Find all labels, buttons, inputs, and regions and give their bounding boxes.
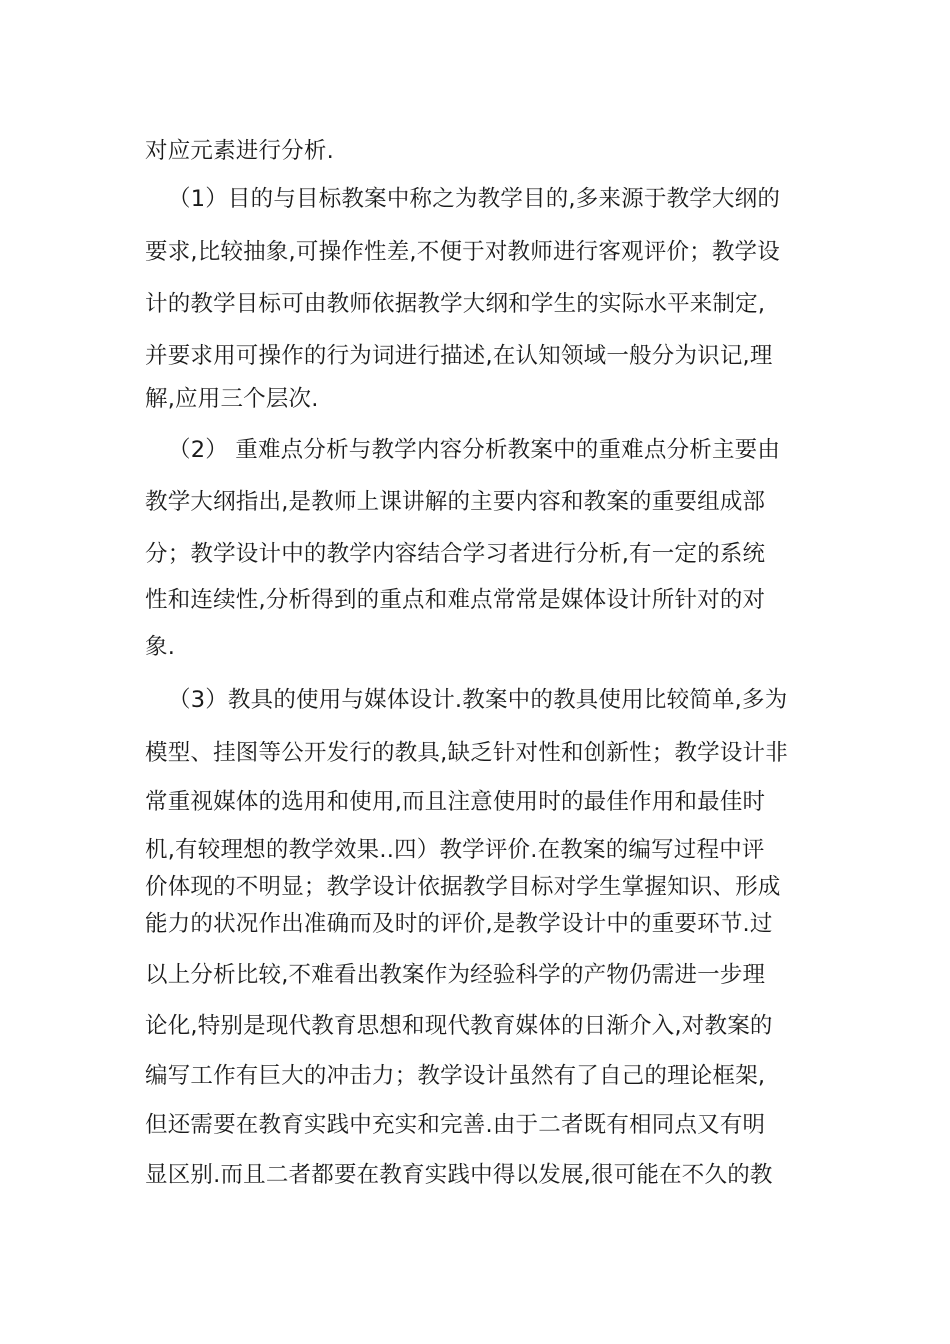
- text-line: （3）教具的使用与媒体设计.教案中的教具使用比较简单,多为: [168, 687, 788, 713]
- text-line: 模型、挂图等公开发行的教具,缺乏针对性和创新性；教学设计非: [145, 740, 788, 766]
- text-line: （2） 重难点分析与教学内容分析教案中的重难点分析主要由: [168, 437, 781, 463]
- text-line: 要求,比较抽象,可操作性差,不便于对教师进行客观评价；教学设: [145, 239, 780, 265]
- text-line: 解,应用三个层次.: [145, 386, 319, 412]
- text-line: 性和连续性,分析得到的重点和难点常常是媒体设计所针对的对: [145, 587, 766, 613]
- text-line: 显区别.而且二者都要在教育实践中得以发展,很可能在不久的教: [145, 1162, 773, 1188]
- text-line: （1）目的与目标教案中称之为教学目的,多来源于教学大纲的: [168, 186, 781, 212]
- text-line: 编写工作有巨大的冲击力；教学设计虽然有了自己的理论框架,: [145, 1063, 766, 1089]
- text-line: 象.: [145, 634, 176, 660]
- text-line: 教学大纲指出,是教师上课讲解的主要内容和教案的重要组成部: [145, 489, 766, 515]
- text-line: 以上分析比较,不难看出教案作为经验科学的产物仍需进一步理: [145, 962, 766, 988]
- text-line: 计的教学目标可由教师依据教学大纲和学生的实际水平来制定,: [145, 291, 766, 317]
- text-line: 并要求用可操作的行为词进行描述,在认知领域一般分为识记,理: [145, 343, 773, 369]
- text-line: 价体现的不明显；教学设计依据教学目标对学生掌握知识、形成: [145, 874, 781, 900]
- text-line: 能力的状况作出准确而及时的评价,是教学设计中的重要环节.过: [145, 911, 773, 937]
- text-line: 机,有较理想的教学效果..四）教学评价.在教案的编写过程中评: [145, 837, 765, 863]
- text-line: 常重视媒体的选用和使用,而且注意使用时的最佳作用和最佳时: [145, 789, 766, 815]
- text-line: 对应元素进行分析.: [145, 138, 334, 164]
- text-line: 分；教学设计中的教学内容结合学习者进行分析,有一定的系统: [145, 541, 766, 567]
- text-line: 但还需要在教育实践中充实和完善.由于二者既有相同点又有明: [145, 1112, 766, 1138]
- text-line: 论化,特别是现代教育思想和现代教育媒体的日渐介入,对教案的: [145, 1013, 773, 1039]
